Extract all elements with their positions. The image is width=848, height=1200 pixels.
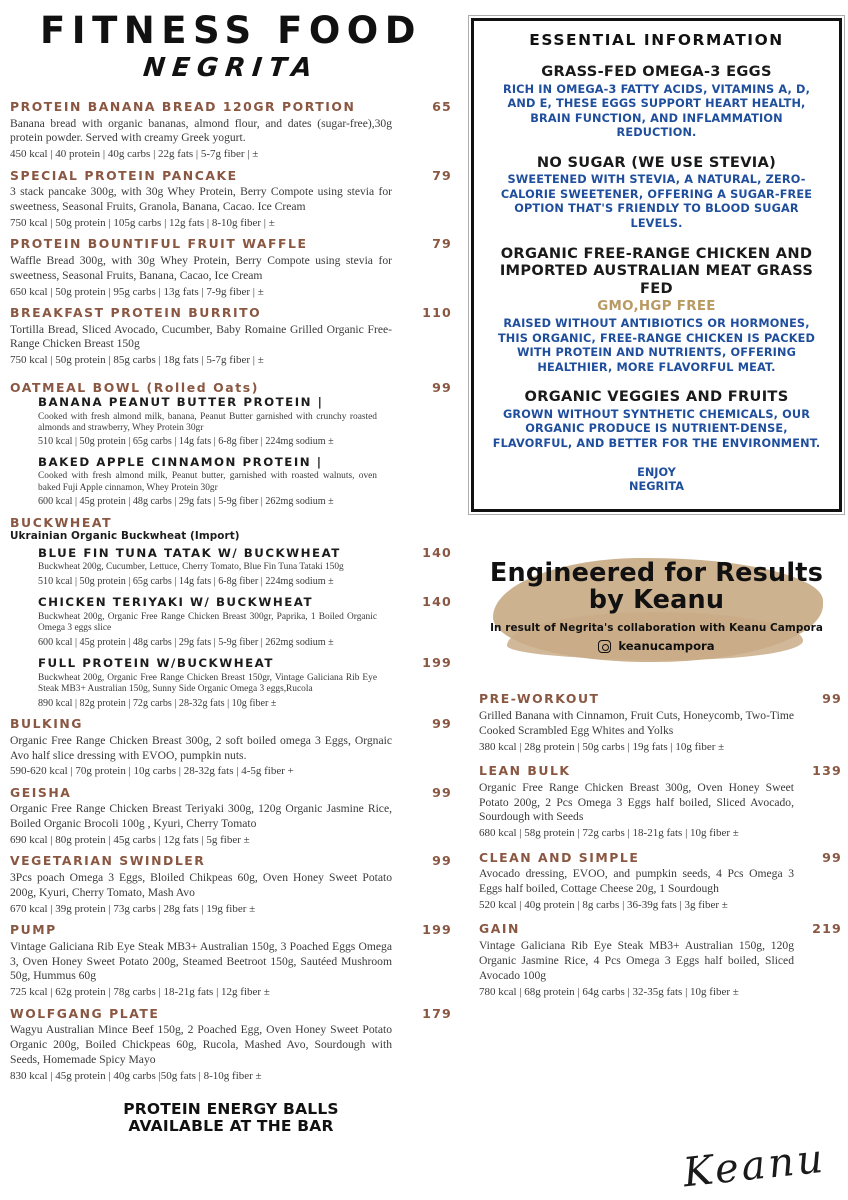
menu-item-description: Vintage Galiciana Rib Eye Steak MB3+ Australian 150g, 120g Organic Jasmine Rice, 4 Pcs Omega 3 Eggs half boiled, Sliced Avocado 100g — [479, 939, 794, 982]
menu-item — [479, 850, 842, 913]
menu-item-price: 179 — [422, 1005, 452, 1021]
info-block-heading: ORGANIC VEGGIES AND FRUITS — [524, 388, 789, 406]
menu-item-price: 199 — [422, 655, 452, 670]
menu-item-macros: 690 kcal | 80g protein | 45g carbs | 12g fats | 5g fiber ± — [10, 834, 250, 847]
menu-item-name: GAIN — [479, 921, 520, 937]
menu-item-name: VEGETARIAN SWINDLER — [10, 853, 206, 869]
menu-item-description: Wagyu Australian Mince Beef 150g, 2 Poached Egg, Oven Honey Sweet Potato Organic 200g, Boiled Chickpeas 60g, Rucola, Mashed Avo, Sourdough with Seeds, Homemade Spicy Mayo — [10, 1023, 392, 1066]
menu-item-head — [479, 763, 842, 780]
menu-item — [10, 236, 452, 299]
menu-item-macros: 600 kcal | 45g protein | 48g carbs | 29g fats | 5-9g fiber | 262mg sodium ± — [38, 636, 334, 648]
menu-item-macros: 650 kcal | 50g protein | 95g carbs | 13g fats | 7-9g fiber | ± — [10, 285, 264, 298]
menu-item — [10, 716, 452, 779]
info-block — [492, 245, 821, 376]
menu-item-price: 65 — [432, 98, 452, 114]
menu-item-macros: 510 kcal | 50g protein | 65g carbs | 14g fats | 6-8g fiber | 224mg sodium ± — [38, 575, 334, 587]
footer-note-line1: PROTEIN ENERGY BALLS — [123, 1100, 339, 1119]
menu-item-name: BAKED APPLE CINNAMON PROTEIN | — [38, 454, 323, 469]
menu-item — [10, 655, 452, 710]
menu-item-macros: 520 kcal | 40g protein | 8g carbs | 36-39g fats | 3g fiber ± — [479, 898, 728, 911]
menu-item-price: 219 — [812, 921, 842, 937]
footer-note — [10, 1101, 452, 1136]
menu-item — [479, 691, 842, 754]
menu-item-price: 110 — [422, 304, 452, 320]
menu-item-name: PROTEIN BOUNTIFUL FRUIT WAFFLE — [10, 236, 308, 252]
menu-item-head — [10, 922, 452, 939]
menu-item-description: Organic Free Range Chicken Breast 300g, Oven Honey Sweet Potato 200g, 2 Pcs Omega 3 Eggs half boiled, Sliced Avocado, Sourdough with Seeds — [479, 780, 794, 824]
menu-item-macros: 510 kcal | 50g protein | 65g carbs | 14g fats | 6-8g fiber | 224mg sodium ± — [38, 436, 334, 448]
instagram-row[interactable] — [475, 639, 838, 653]
menu-item-price: 199 — [422, 922, 452, 938]
info-enjoy-line1: ENJOY — [637, 465, 676, 479]
menu-item-head — [38, 545, 452, 562]
menu-item — [10, 395, 452, 449]
menu-item-head — [10, 716, 452, 733]
info-block-heading: ORGANIC FREE-RANGE CHICKEN AND IMPORTED AUSTRALIAN MEAT GRASS FED — [499, 244, 814, 297]
menu-item-macros: 590-620 kcal | 70g protein | 10g carbs | 28-32g fats | 4-5g fiber + — [10, 765, 294, 778]
info-block-heading: GRASS-FED OMEGA-3 EGGS — [541, 63, 772, 80]
menu-item — [10, 1006, 452, 1084]
menu-item-price: 99 — [822, 691, 842, 707]
menu-item-macros: 380 kcal | 28g protein | 50g carbs | 19g fats | 10g fiber ± — [479, 740, 725, 753]
menu-item-price: 99 — [822, 849, 842, 865]
menu-item-price: 140 — [422, 594, 452, 610]
menu-item-macros: 780 kcal | 68g protein | 64g carbs | 32-35g fats | 10g fiber ± — [479, 985, 739, 998]
section-price: 99 — [432, 379, 452, 395]
menu-item-description: 3Pcs poach Omega 3 Eggs, Bloiled Chikpeas 60g, Oven Honey Sweet Potato 200g, Kyuri, Cherry Tomato, Mash Avo — [10, 871, 392, 899]
keanu-subtitle: In result of Negrita's collaboration with Keanu Campora — [490, 622, 823, 635]
left-menu-list — [10, 99, 452, 1083]
menu-item-price: 79 — [432, 236, 452, 252]
menu-item-description: Organic Free Range Chicken Breast 300g, 2 soft boiled omega 3 Eggs, Orgnaic Avo half slice dressing with EVOO, pumpkin nuts. — [10, 733, 392, 762]
menu-item-name: GEISHA — [10, 784, 72, 800]
menu-item — [479, 921, 842, 999]
info-box-title: ESSENTIAL INFORMATION — [529, 31, 784, 49]
menu-item-description: Cooked with fresh almond milk, banana, Peanut Butter garnished with crunchy roasted almonds and strawberry, Whey Protein 30gr — [38, 411, 377, 433]
menu-item-macros: 750 kcal | 50g protein | 105g carbs | 12g fats | 8-10g fiber | ± — [10, 216, 275, 229]
instagram-icon — [598, 640, 611, 653]
menu-item — [10, 594, 452, 649]
menu-item-name: FULL PROTEIN W/BUCKWHEAT — [38, 656, 274, 670]
menu-item-description: Grilled Banana with Cinnamon, Fruit Cuts, Honeycomb, Two-Time Cooked Scrambled Egg Whites and Yolks — [479, 709, 794, 737]
menu-item-description: Organic Free Range Chicken Breast Teriyaki 300g, 120g Organic Jasmine Rice, Boiled Organic Brocoli 100g , Kyuri, Cherry Tomato — [10, 802, 392, 831]
right-menu-list — [465, 691, 848, 998]
menu-item-name: LEAN BULK — [479, 763, 571, 779]
menu-item-description: Buckwheat 200g, Organic Free Range Chicken Breast 150gr, Vintage Galiciana Rib Eye Steak MB3+ Australian 150g, Sunny Side Organic Omega 3 eggs,Rucola — [38, 672, 377, 695]
info-enjoy-line2: NEGRITA — [629, 480, 684, 494]
menu-item — [479, 763, 842, 841]
menu-item-description: Tortilla Bread, Sliced Avocado, Cucumber, Baby Romaine Grilled Organic Free-Range Chicken Breast 150g — [10, 322, 392, 351]
info-block-body: GROWN WITHOUT SYNTHETIC CHEMICALS, OUR ORGANIC PRODUCE IS NUTRIENT-DENSE, FLAVORFUL, AND BETTER FOR THE ENVIRONMENT. — [492, 407, 821, 450]
menu-item-head — [10, 853, 452, 870]
page-title: FITNESS FOOD — [40, 9, 422, 52]
menu-item-macros: 670 kcal | 39g protein | 73g carbs | 28g fats | 19g fiber ± — [10, 902, 256, 915]
menu-item — [10, 305, 452, 368]
menu-item-head — [479, 691, 842, 708]
section-oatmeal-header — [10, 374, 452, 395]
info-block-subheading: GMO,HGP FREE — [597, 299, 716, 314]
menu-item-head — [38, 655, 452, 672]
menu-item-price: 79 — [432, 167, 452, 183]
menu-item-macros: 830 kcal | 45g protein | 40g carbs |50g fats | 8-10g fiber ± — [10, 1069, 262, 1082]
menu-item-description: Buckwheat 200g, Cucumber, Lettuce, Cherry Tomato, Blue Fin Tuna Tataki 150g — [38, 562, 344, 573]
menu-item-description: Cooked with fresh almond milk, Peanut butter, garnished with roasted walnuts, oven baked Fuji Apple cinnamon, Whey Protein 30gr — [38, 471, 377, 493]
menu-item-head — [10, 168, 452, 185]
menu-item — [10, 922, 452, 1000]
menu-item-head — [38, 594, 452, 611]
section-title: OATMEAL BOWL (Rolled Oats) — [10, 379, 259, 395]
menu-item-head — [10, 99, 452, 116]
menu-item-description: 3 stack pancake 300g, with 30g Whey Protein, Berry Compote using stevia for sweetness, Seasonal Fruits, Granola, Banana, Cacao. Ice Cream — [10, 185, 392, 214]
info-block — [492, 154, 821, 232]
menu-item-description: Banana bread with organic bananas, almond flour, and dates (sugar-free),30g protein powder. Served with creamy Greek yogurt. — [10, 116, 392, 145]
menu-item-macros: 750 kcal | 50g protein | 85g carbs | 18g fats | 5-7g fiber | ± — [10, 354, 264, 367]
menu-item-name: CHICKEN TERIYAKI W/ BUCKWHEAT — [38, 595, 314, 610]
menu-item — [10, 99, 452, 162]
section-title: BUCKWHEAT — [10, 514, 113, 530]
menu-item-head — [479, 850, 842, 867]
menu-item — [10, 785, 452, 848]
menu-item-name: PUMP — [10, 922, 57, 938]
menu-item-head — [10, 1006, 452, 1023]
menu-item-name: PRE-WORKOUT — [479, 691, 600, 707]
menu-item-head — [10, 305, 452, 322]
info-block-body: RICH IN OMEGA-3 FATTY ACIDS, VITAMINS A, D, AND E, THESE EGGS SUPPORT HEART HEALTH, BRAIN FUNCTION, AND INFLAMMATION REDUCTION. — [502, 82, 811, 140]
menu-item-name: BREAKFAST PROTEIN BURRITO — [10, 304, 262, 320]
menu-item-price: 99 — [432, 715, 452, 731]
menu-item-head — [479, 921, 842, 938]
menu-item — [10, 168, 452, 231]
menu-item-macros: 600 kcal | 45g protein | 48g carbs | 29g fats | 5-9g fiber | 262mg sodium ± — [38, 496, 334, 508]
instagram-handle[interactable]: keanucampora — [618, 639, 715, 654]
menu-item-head — [10, 785, 452, 802]
keanu-banner — [465, 554, 848, 666]
keanu-title-line2: by Keanu — [588, 584, 725, 615]
info-enjoy — [492, 466, 821, 495]
menu-item-macros: 680 kcal | 58g protein | 72g carbs | 18-21g fats | 10g fiber ± — [479, 827, 739, 840]
menu-item — [10, 545, 452, 589]
info-block-heading: NO SUGAR (WE USE STEVIA) — [536, 153, 777, 171]
menu-item-head — [10, 236, 452, 253]
menu-item-head — [38, 455, 452, 471]
info-block-body: SWEETENED WITH STEVIA, A NATURAL, ZERO-CALORIE SWEETENER, OFFERING A SUGAR-FREE OPTION THAT'S FRIENDLY TO BLOOD SUGAR LEVELS. — [500, 173, 813, 230]
section-subtitle: Ukrainian Organic Buckwheat (Import) — [10, 529, 240, 542]
menu-item-description: Avocado dressing, EVOO, and pumpkin seeds, 4 Pcs Omega 3 Eggs half boiled, Cottage Cheese 20g, 1 Sourdough — [479, 867, 794, 896]
menu-item — [10, 455, 452, 509]
menu-item-price: 140 — [422, 544, 452, 560]
menu-item-name: BULKING — [10, 715, 84, 731]
menu-item-macros: 890 kcal | 82g protein | 72g carbs | 28-32g fats | 10g fiber ± — [38, 697, 277, 709]
menu-item-price: 99 — [432, 853, 452, 869]
menu-item-name: BLUE FIN TUNA TATAK W/ BUCKWHEAT — [38, 545, 341, 560]
menu-item-name: PROTEIN BANANA BREAD 120GR PORTION — [10, 98, 356, 114]
menu-item-price: 139 — [812, 763, 842, 779]
menu-item-name: WOLFGANG PLATE — [10, 1005, 160, 1021]
menu-item-head — [38, 395, 452, 411]
signature: Keanu — [681, 1135, 829, 1197]
info-block — [492, 63, 821, 141]
menu-item-description: Buckwheat 200g, Organic Free Range Chicken Breast 300gr, Paprika, 1 Boiled Organic Omega 3 eggs slice — [38, 611, 377, 634]
right-column — [465, 0, 848, 1200]
keanu-banner-content — [475, 557, 838, 654]
menu-item-description: Waffle Bread 300g, with 30g Whey Protein, Berry Compote using stevia for sweetness, Seasonal Fruits, Banana, Cacao, Ice Cream — [10, 253, 392, 282]
brand-subtitle: NEGRITA — [141, 52, 321, 83]
menu-item-macros: 725 kcal | 62g protein | 78g carbs | 18-21g fats | 12g fiber ± — [10, 986, 270, 999]
essential-information-box — [471, 18, 842, 512]
menu-item-macros: 450 kcal | 40 protein | 40g carbs | 22g fats | 5-7g fiber | ± — [10, 148, 259, 161]
menu-item-name: CLEAN AND SIMPLE — [479, 849, 640, 865]
keanu-title-line1: Engineered for Results — [489, 557, 824, 588]
menu-item — [10, 853, 452, 916]
menu-item-price: 99 — [432, 784, 452, 800]
menu-item-name: SPECIAL PROTEIN PANCAKE — [10, 167, 238, 183]
menu-item-description: Vintage Galiciana Rib Eye Steak MB3+ Australian 150g, 3 Poached Eggs Omega 3, Oven Honey Sweet Potato 200g, Steamed Beetroot 150g, Sautéed Mushroom 50g, Hummus 60g — [10, 939, 392, 983]
info-block — [492, 388, 821, 451]
footer-note-line2: AVAILABLE AT THE BAR — [128, 1117, 334, 1136]
menu-item-name: BANANA PEANUT BUTTER PROTEIN | — [38, 394, 324, 409]
info-block-body: RAISED WITHOUT ANTIBIOTICS OR HORMONES, THIS ORGANIC, FREE-RANGE CHICKEN IS PACKED WITH PROTEIN AND NUTRIENTS, OFFERING HEALTHIER, MORE FLAVORFUL MEAT. — [497, 317, 816, 374]
